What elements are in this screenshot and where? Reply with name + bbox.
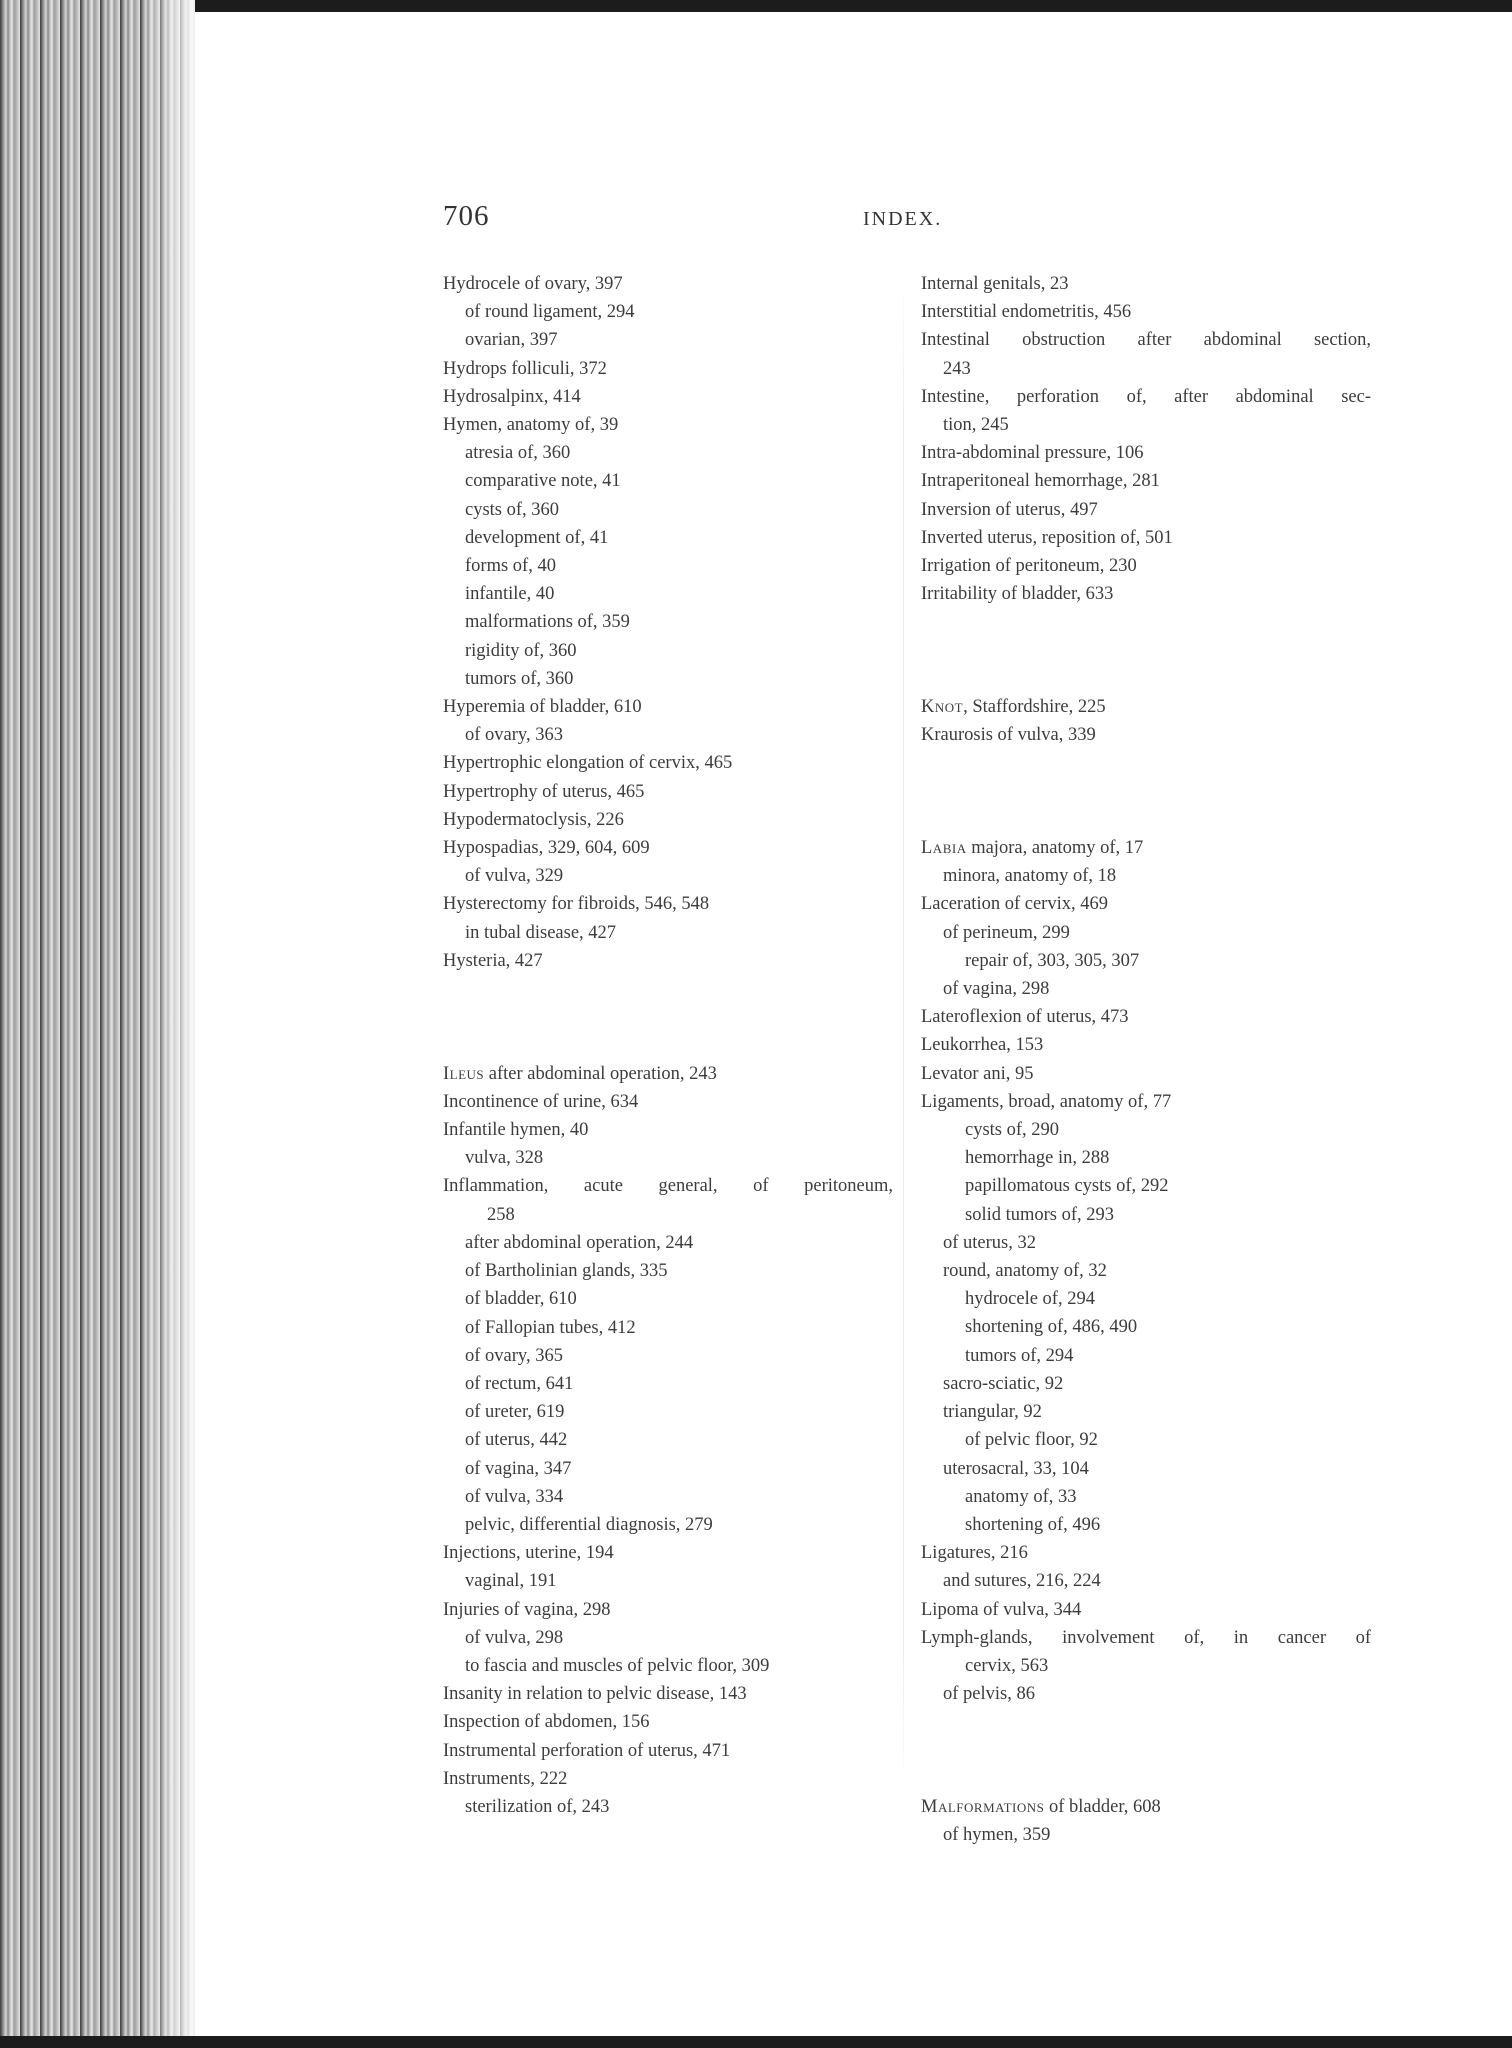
- index-entry: Inflammation, acute general, of peritoneum,: [443, 1176, 893, 1197]
- index-entry: after abdominal operation, 244: [465, 1232, 694, 1253]
- index-entry: shortening of, 496: [965, 1514, 1101, 1535]
- index-entry: of vagina, 347: [465, 1458, 572, 1479]
- index-entry: vulva, 328: [465, 1148, 544, 1169]
- index-entry: of vulva, 298: [465, 1627, 564, 1648]
- index-entry: of hymen, 359: [943, 1825, 1051, 1846]
- scan-top-border: [0, 0, 1512, 12]
- index-entry: Intra-abdominal pressure, 106: [921, 443, 1144, 464]
- index-entry: Infantile hymen, 40: [443, 1120, 589, 1141]
- section-gap: [921, 608, 1371, 693]
- index-entry: Hypertrophy of uterus, 465: [443, 781, 645, 802]
- index-entry: 258: [487, 1204, 515, 1225]
- index-entry: of vulva, 329: [465, 866, 564, 887]
- index-entry: rigidity of, 360: [465, 640, 577, 661]
- index-entry: anatomy of, 33: [965, 1486, 1077, 1507]
- index-entry: hemorrhage in, 288: [965, 1148, 1110, 1169]
- section-lead-word: Malformations: [921, 1796, 1045, 1817]
- index-entry: Inversion of uterus, 497: [921, 499, 1098, 520]
- index-entry: Interstitial endometritis, 456: [921, 302, 1132, 323]
- index-entry: Irritability of bladder, 633: [921, 584, 1114, 605]
- index-entry: tumors of, 294: [965, 1345, 1074, 1366]
- index-entry: Knot, Staffordshire, 225: [921, 697, 1106, 718]
- index-entry: in tubal disease, 427: [465, 922, 617, 943]
- index-entry: of rectum, 641: [465, 1373, 574, 1394]
- index-entry: solid tumors of, 293: [965, 1204, 1115, 1225]
- index-entry: Lateroflexion of uterus, 473: [921, 1007, 1129, 1028]
- index-entry: Ligatures, 216: [921, 1543, 1028, 1564]
- section-lead-word: Ileus: [443, 1063, 485, 1084]
- index-entry: Hydrosalpinx, 414: [443, 386, 581, 407]
- index-entry: tion, 245: [943, 415, 1009, 436]
- index-entry: of vulva, 334: [465, 1486, 564, 1507]
- index-entry: Intestinal obstruction after abdominal section,: [921, 330, 1371, 351]
- index-entry: uterosacral, 33, 104: [943, 1458, 1089, 1479]
- section-lead-word: Knot: [921, 697, 964, 718]
- index-entry: Insanity in relation to pelvic disease, 143: [443, 1684, 747, 1705]
- index-entry: to fascia and muscles of pelvic floor, 309: [465, 1655, 770, 1676]
- index-entry: minora, anatomy of, 18: [943, 866, 1117, 887]
- index-entry: Lymph-glands, involvement of, in cancer of: [921, 1627, 1371, 1648]
- index-entry: Irrigation of peritoneum, 230: [921, 556, 1137, 577]
- index-entry: triangular, 92: [943, 1402, 1042, 1423]
- index-entry: Hypodermatoclysis, 226: [443, 809, 624, 830]
- index-entry: of ureter, 619: [465, 1402, 565, 1423]
- index-entry: of uterus, 442: [465, 1430, 568, 1451]
- index-entry: Labia majora, anatomy of, 17: [921, 838, 1144, 859]
- page-number: 706: [443, 200, 490, 232]
- book-page-edges: [0, 0, 195, 2048]
- section-gap: [921, 1708, 1371, 1793]
- index-entry: of bladder, 610: [465, 1289, 577, 1310]
- index-column-left: [443, 270, 893, 1821]
- index-entry: Hydrocele of ovary, 397: [443, 274, 623, 294]
- index-entry: Lipoma of vulva, 344: [921, 1599, 1082, 1620]
- index-entry: of vagina, 298: [943, 979, 1050, 1000]
- scan-bottom-border: [0, 2036, 1512, 2048]
- index-entry: round, anatomy of, 32: [943, 1261, 1107, 1282]
- index-entry: Hyperemia of bladder, 610: [443, 697, 642, 718]
- index-entry: cysts of, 360: [465, 499, 560, 520]
- index-entry: of pelvis, 86: [943, 1684, 1035, 1705]
- column-divider: [903, 274, 904, 1794]
- index-entry: cysts of, 290: [965, 1120, 1060, 1141]
- section-gap: [443, 975, 893, 1060]
- index-entry: of pelvic floor, 92: [965, 1430, 1098, 1451]
- index-entry: comparative note, 41: [465, 471, 621, 492]
- index-entry: Internal genitals, 23: [921, 274, 1069, 294]
- running-head: INDEX.: [863, 208, 943, 230]
- index-column-right: [921, 270, 1371, 1849]
- index-entry: of Fallopian tubes, 412: [465, 1317, 636, 1338]
- index-entry: Laceration of cervix, 469: [921, 894, 1108, 915]
- index-entry: hydrocele of, 294: [965, 1289, 1095, 1310]
- index-entry: Incontinence of urine, 634: [443, 1091, 639, 1112]
- index-entry: of ovary, 363: [465, 725, 563, 746]
- index-entry: shortening of, 486, 490: [965, 1317, 1138, 1338]
- index-entry: Hydrops folliculi, 372: [443, 358, 607, 379]
- index-entry: vaginal, 191: [465, 1571, 557, 1592]
- section-gap: [921, 749, 1371, 834]
- index-entry: papillomatous cysts of, 292: [965, 1176, 1169, 1197]
- index-entry: of Bartholinian glands, 335: [465, 1261, 668, 1282]
- index-entry: of uterus, 32: [943, 1232, 1036, 1253]
- index-entry: tumors of, 360: [465, 668, 574, 689]
- index-entry: repair of, 303, 305, 307: [965, 950, 1140, 971]
- index-entry: Hysteria, 427: [443, 950, 543, 971]
- index-entry: of perineum, 299: [943, 922, 1070, 943]
- index-entry: development of, 41: [465, 527, 609, 548]
- index-entry: malformations of, 359: [465, 612, 630, 633]
- index-entry: infantile, 40: [465, 584, 555, 605]
- index-entry: Instruments, 222: [443, 1768, 568, 1789]
- index-entry: forms of, 40: [465, 556, 556, 577]
- index-entry: Malformations of bladder, 608: [921, 1796, 1161, 1817]
- index-entry: Ileus after abdominal operation, 243: [443, 1063, 717, 1084]
- index-entry: Injections, uterine, 194: [443, 1543, 614, 1564]
- index-entry: Intraperitoneal hemorrhage, 281: [921, 471, 1160, 492]
- index-entry: Hysterectomy for fibroids, 546, 548: [443, 894, 710, 915]
- index-entry: Leukorrhea, 153: [921, 1035, 1044, 1056]
- index-entry: Hypospadias, 329, 604, 609: [443, 838, 650, 859]
- index-entry: Injuries of vagina, 298: [443, 1599, 611, 1620]
- index-entry: Inverted uterus, reposition of, 501: [921, 527, 1173, 548]
- index-entry: of round ligament, 294: [465, 302, 635, 323]
- index-entry: and sutures, 216, 224: [943, 1571, 1101, 1592]
- index-entry: Ligaments, broad, anatomy of, 77: [921, 1091, 1172, 1112]
- index-entry: Kraurosis of vulva, 339: [921, 725, 1096, 746]
- index-entry: pelvic, differential diagnosis, 279: [465, 1514, 713, 1535]
- index-entry: cervix, 563: [965, 1655, 1049, 1676]
- book-page: [195, 12, 1512, 2036]
- index-entry: Hypertrophic elongation of cervix, 465: [443, 753, 733, 774]
- section-lead-word: Labia: [921, 838, 967, 859]
- index-entry: Intestine, perforation of, after abdominal sec-: [921, 386, 1371, 407]
- index-entry: sterilization of, 243: [465, 1796, 610, 1817]
- index-entry: ovarian, 397: [465, 330, 558, 351]
- index-entry: Levator ani, 95: [921, 1063, 1034, 1084]
- index-entry: Hymen, anatomy of, 39: [443, 415, 619, 436]
- index-entry: 243: [943, 358, 971, 379]
- index-entry: Instrumental perforation of uterus, 471: [443, 1740, 731, 1761]
- index-entry: of ovary, 365: [465, 1345, 563, 1366]
- index-entry: sacro-sciatic, 92: [943, 1373, 1064, 1394]
- index-entry: atresia of, 360: [465, 443, 571, 464]
- index-entry: Inspection of abdomen, 156: [443, 1712, 650, 1733]
